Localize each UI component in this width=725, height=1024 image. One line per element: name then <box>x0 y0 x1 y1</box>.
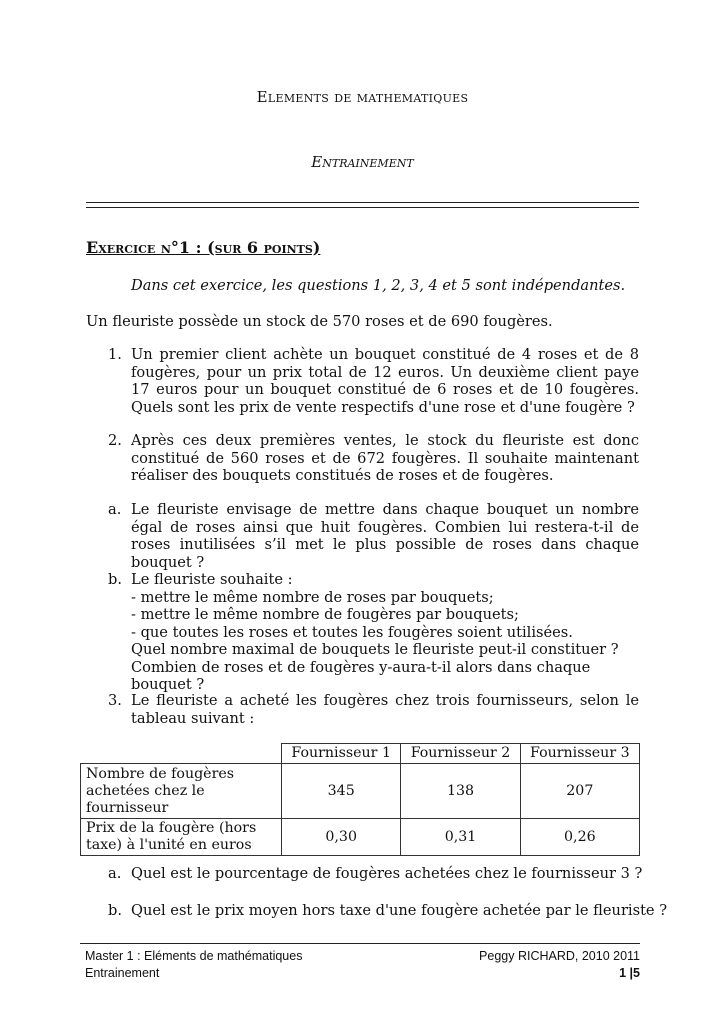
table-cell: 345 <box>282 764 401 819</box>
question-2-text: Après ces deux premières ventes, le stock du fleuriste est donc constitué de 560 roses et de 672 fougères. Il souhaite maintenant réaliser des bouquets constitués de roses et de fougères. <box>131 432 639 484</box>
table-cell: 207 <box>520 764 639 819</box>
question-2b-line: Quel nombre maximal de bouquets le fleuriste peut-il constituer ? <box>131 641 619 658</box>
exercise-statement: Un fleuriste possède un stock de 570 roses et de 690 fougères. <box>86 313 553 330</box>
question-1-text: Un premier client achète un bouquet constitué de 4 roses et de 8 fougères, pour un prix total de 12 euros. Un deuxième client paye 17 euros pour un bouquet constitué de 6 roses et de 10 fougères. Quels sont les prix de vente respectifs d'une rose et d'une fougère ? <box>131 346 639 416</box>
question-3b-letter: b. <box>108 902 122 919</box>
table-header-cell: Fournisseur 2 <box>401 744 520 764</box>
question-2-number: 2. <box>108 432 122 449</box>
question-3-text: Le fleuriste a acheté les fougères chez trois fournisseurs, selon le tableau suivant : <box>131 692 639 727</box>
table-row <box>81 764 640 819</box>
document-title: Elements de mathematiques <box>256 88 469 106</box>
table-row <box>81 819 640 856</box>
table-row-label: Prix de la fougère (hors taxe) à l'unité en euros <box>81 819 282 856</box>
exercise-heading: Exercice n°1 : (sur 6 points) <box>86 238 321 257</box>
footer-rule <box>80 943 640 944</box>
table-cell: 138 <box>401 764 520 819</box>
footer-course: Master 1 : Eléments de mathématiques <box>85 949 303 963</box>
page-number: 1 |5 <box>619 966 640 980</box>
question-3a-text: Quel est le pourcentage de fougères achetées chez le fournisseur 3 ? <box>131 865 643 882</box>
document-subtitle: Entrainement <box>311 153 414 171</box>
question-2b-line: Combien de roses et de fougères y-aura-t-il alors dans chaque bouquet ? <box>131 658 591 693</box>
table-row-label: Nombre de fougères achetées chez le fournisseur <box>81 764 282 819</box>
question-2b-line: - que toutes les roses et toutes les fougères soient utilisées. <box>131 623 573 641</box>
question-2b-letter: b. <box>108 571 122 588</box>
header-rule-top <box>86 202 639 203</box>
question-2b-line: - mettre le même nombre de fougères par bouquets; <box>131 606 519 623</box>
footer-author: Peggy RICHARD, 2010 2011 <box>479 949 640 963</box>
question-2b-text <box>131 571 651 694</box>
table-header-cell: Fournisseur 3 <box>520 744 639 764</box>
question-3b-text: Quel est le prix moyen hors taxe d'une fougère achetée par le fleuriste ? <box>131 902 668 919</box>
question-2b-line: - mettre le même nombre de roses par bouquets; <box>131 588 494 606</box>
question-2a-letter: a. <box>108 501 122 518</box>
table-cell: 0,30 <box>282 819 401 856</box>
question-3a-letter: a. <box>108 865 122 882</box>
table-corner-cell <box>81 744 282 764</box>
question-2b-line: Le fleuriste souhaite : <box>131 571 293 588</box>
table-cell: 0,31 <box>401 819 520 856</box>
table-header-cell: Fournisseur 1 <box>282 744 401 764</box>
question-3-number: 3. <box>108 692 122 709</box>
exercise-intro: Dans cet exercice, les questions 1, 2, 3, 4 et 5 sont indépendantes. <box>131 277 626 294</box>
header-rule-bottom <box>86 207 639 208</box>
question-2a-text: Le fleuriste envisage de mettre dans chaque bouquet un nombre égal de roses ainsi que huit fougères. Combien lui restera-t-il de roses inutilisées s’il met le plus possible de roses dans chaque bouquet ? <box>131 501 639 571</box>
table-header-row <box>81 744 640 764</box>
footer-section: Entrainement <box>85 966 160 980</box>
supplier-table <box>80 743 640 856</box>
table-cell: 0,26 <box>520 819 639 856</box>
question-1-number: 1. <box>108 346 122 363</box>
